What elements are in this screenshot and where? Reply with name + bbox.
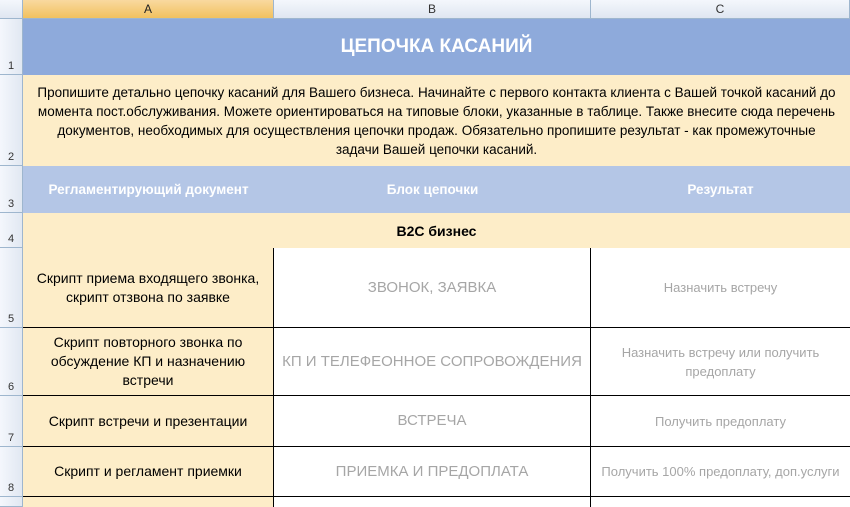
header-block[interactable]: Блок цепочки	[274, 166, 591, 213]
header-document[interactable]: Регламентирующий документ	[23, 166, 274, 213]
table-cell-result-empty[interactable]	[591, 497, 850, 507]
row-header-3[interactable]: 3	[0, 166, 23, 213]
table-cell-result[interactable]: Получить 100% предоплату, доп.услуги	[591, 447, 850, 497]
table-cell-block[interactable]: ЗВОНОК, ЗАЯВКА	[274, 248, 591, 328]
table-cell-document-empty[interactable]	[23, 497, 274, 507]
row-header-5[interactable]: 5	[0, 248, 23, 328]
select-all-corner[interactable]	[0, 0, 23, 19]
header-result[interactable]: Результат	[591, 166, 850, 213]
row-header-2[interactable]: 2	[0, 75, 23, 166]
table-cell-block-empty[interactable]	[274, 497, 591, 507]
instructions-text[interactable]: Пропишите детально цепочку касаний для Вашего бизнеса. Начинайте с первого контакта клиента с Вашей точкой касаний до момента пост.обслуживания. Можете ориентироваться на типовые блоки, указанные в таблице. Также внесите сюда перечень документов, необходимых для осуществления цепочки продаж. Обязательно пропишите результат - как промежуточные задачи Вашей цепочки касаний.	[23, 75, 850, 166]
table-cell-document[interactable]: Скрипт приема входящего звонка, скрипт отзвона по заявке	[23, 248, 274, 328]
table-cell-block[interactable]: ВСТРЕЧА	[274, 396, 591, 447]
table-cell-document[interactable]: Скрипт встречи и презентации	[23, 396, 274, 447]
table-cell-block[interactable]: ПРИЕМКА И ПРЕДОПЛАТА	[274, 447, 591, 497]
table-cell-block[interactable]: КП И ТЕЛЕФЕОННОЕ СОПРОВОЖДЕНИЯ	[274, 328, 591, 396]
table-cell-document[interactable]: Скрипт и регламент приемки	[23, 447, 274, 497]
table-cell-result[interactable]: Получить предоплату	[591, 396, 850, 447]
table-cell-document[interactable]: Скрипт повторного звонка по обсуждение КП и назначению встречи	[23, 328, 274, 396]
row-header-6[interactable]: 6	[0, 328, 23, 396]
section-b2c[interactable]: B2C бизнес	[23, 213, 850, 248]
row-header-7[interactable]: 7	[0, 396, 23, 447]
row-header-8[interactable]: 8	[0, 447, 23, 497]
row-header-1[interactable]: 1	[0, 19, 23, 75]
sheet-title[interactable]: ЦЕПОЧКА КАСАНИЙ	[23, 19, 850, 75]
table-cell-result[interactable]: Назначить встречу	[591, 248, 850, 328]
column-header-a[interactable]: A	[23, 0, 274, 19]
column-header-c[interactable]: C	[591, 0, 850, 19]
row-header-9[interactable]	[0, 497, 23, 507]
column-header-b[interactable]: B	[274, 0, 591, 19]
row-header-4[interactable]: 4	[0, 213, 23, 248]
table-cell-result[interactable]: Назначить встречу или получить предоплату	[591, 328, 850, 396]
